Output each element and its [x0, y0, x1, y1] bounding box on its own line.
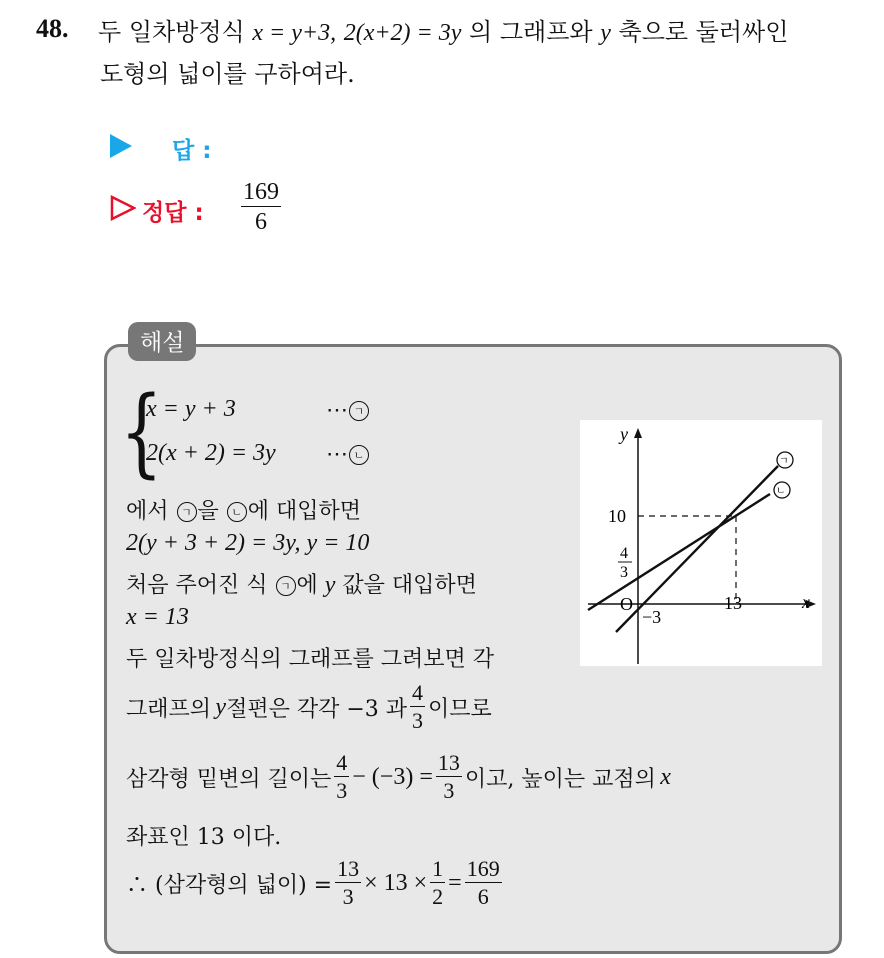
solution-line-5: 두 일차방정식의 그래프를 그려보면 각	[126, 647, 495, 672]
solution-line-6	[126, 682, 492, 732]
fraction-denominator: 6	[477, 884, 489, 909]
system-brace: {	[120, 376, 163, 488]
tick-y10: 10	[608, 506, 626, 526]
sys-eq: 2(x + 2) = 3y	[146, 440, 276, 466]
text: − (−3) =	[352, 763, 433, 790]
fraction-numerator: 169	[243, 179, 279, 205]
fraction-denominator: 3	[342, 884, 354, 909]
question-text: 축으로 둘러싸인	[610, 18, 789, 46]
text: 에	[296, 573, 325, 598]
sys-eq: x = y + 3	[146, 396, 236, 422]
var-x: x	[660, 763, 671, 790]
text: 그래프의	[126, 696, 212, 722]
question-line-1	[98, 12, 788, 47]
fraction-numerator: 1	[432, 856, 444, 881]
question-text: 의 그래프와	[461, 18, 601, 46]
dots: ⋯	[326, 398, 348, 423]
line-1-mark: ㄱ	[779, 456, 789, 467]
correct-arrow-icon	[110, 195, 136, 225]
text: 처음 주어진 식	[126, 573, 275, 598]
text: 을	[197, 499, 226, 524]
system-mark-1	[326, 398, 370, 423]
equation-2: 2(x+2) = 3y	[343, 20, 462, 46]
circle-label: ㄱ	[349, 401, 369, 421]
dots: ⋯	[326, 442, 348, 467]
solution-line-3	[126, 568, 477, 599]
text: 이므로	[428, 696, 492, 722]
correct-answer-label: 정답 :	[142, 200, 204, 226]
system-mark-2	[326, 442, 370, 467]
fraction-numerator: 4	[412, 680, 424, 705]
text: ∴ (삼각형의 넓이) =	[126, 872, 333, 898]
question-y: y	[600, 20, 611, 46]
tick-frac-num: 4	[620, 545, 628, 562]
answer-arrow-icon	[110, 134, 132, 162]
circle-label: ㄱ	[177, 502, 197, 522]
fraction-numerator: 4	[336, 750, 348, 775]
circle-label: ㄴ	[349, 445, 369, 465]
solution-line-8: 좌표인 13 이다.	[126, 825, 282, 850]
fraction-denominator: 2	[432, 884, 444, 909]
line-2-mark: ㄴ	[776, 486, 786, 497]
fraction-denominator: 3	[443, 778, 455, 803]
question-text: 두 일차방정식	[98, 18, 253, 46]
x-axis-label: x	[802, 592, 810, 612]
y-axis-label: y	[620, 424, 628, 444]
question-number: 48.	[36, 14, 69, 43]
text: 절편은 각각 −3 과	[226, 696, 408, 722]
system-eq-1	[146, 396, 236, 423]
answer-label: 답 :	[172, 138, 212, 164]
text: 이고, 높이는 교점의	[464, 766, 656, 792]
tick-neg3: −3	[642, 607, 662, 627]
solution-line-1	[126, 494, 361, 525]
fraction-denominator: 3	[336, 778, 348, 803]
correct-answer-value	[238, 180, 284, 234]
fraction-denominator: 6	[255, 209, 267, 235]
text: 값을 대입하면	[335, 573, 477, 598]
text: 에 대입하면	[247, 499, 362, 524]
var-y: y	[215, 693, 227, 720]
text: × 13 ×	[364, 869, 428, 896]
tick-x13: 13	[724, 593, 742, 613]
solution-tab: 해설	[128, 322, 196, 361]
text: 삼각형 밑변의 길이는	[126, 766, 332, 792]
fraction-numerator: 13	[337, 856, 360, 881]
circle-label: ㄱ	[276, 576, 296, 596]
equation-1: x = y+3,	[252, 20, 337, 46]
solution-line-9	[126, 858, 505, 908]
fraction-denominator: 3	[412, 708, 424, 733]
system-eq-2	[146, 440, 276, 467]
fraction-numerator: 13	[437, 750, 460, 775]
text: =	[448, 869, 462, 896]
solution-line-4: x = 13	[126, 604, 189, 630]
solution-line-2: 2(y + 3 + 2) = 3y, y = 10	[126, 530, 370, 556]
origin-label: O	[620, 594, 633, 614]
graph	[580, 420, 822, 666]
tick-frac-den: 3	[620, 564, 628, 581]
circle-label: ㄴ	[227, 502, 247, 522]
var-y: y	[324, 572, 336, 598]
text: 에서	[126, 499, 176, 524]
question-line-2: 도형의 넓이를 구하여라.	[100, 60, 355, 88]
solution-line-7	[126, 752, 671, 802]
fraction-numerator: 169	[466, 856, 500, 881]
